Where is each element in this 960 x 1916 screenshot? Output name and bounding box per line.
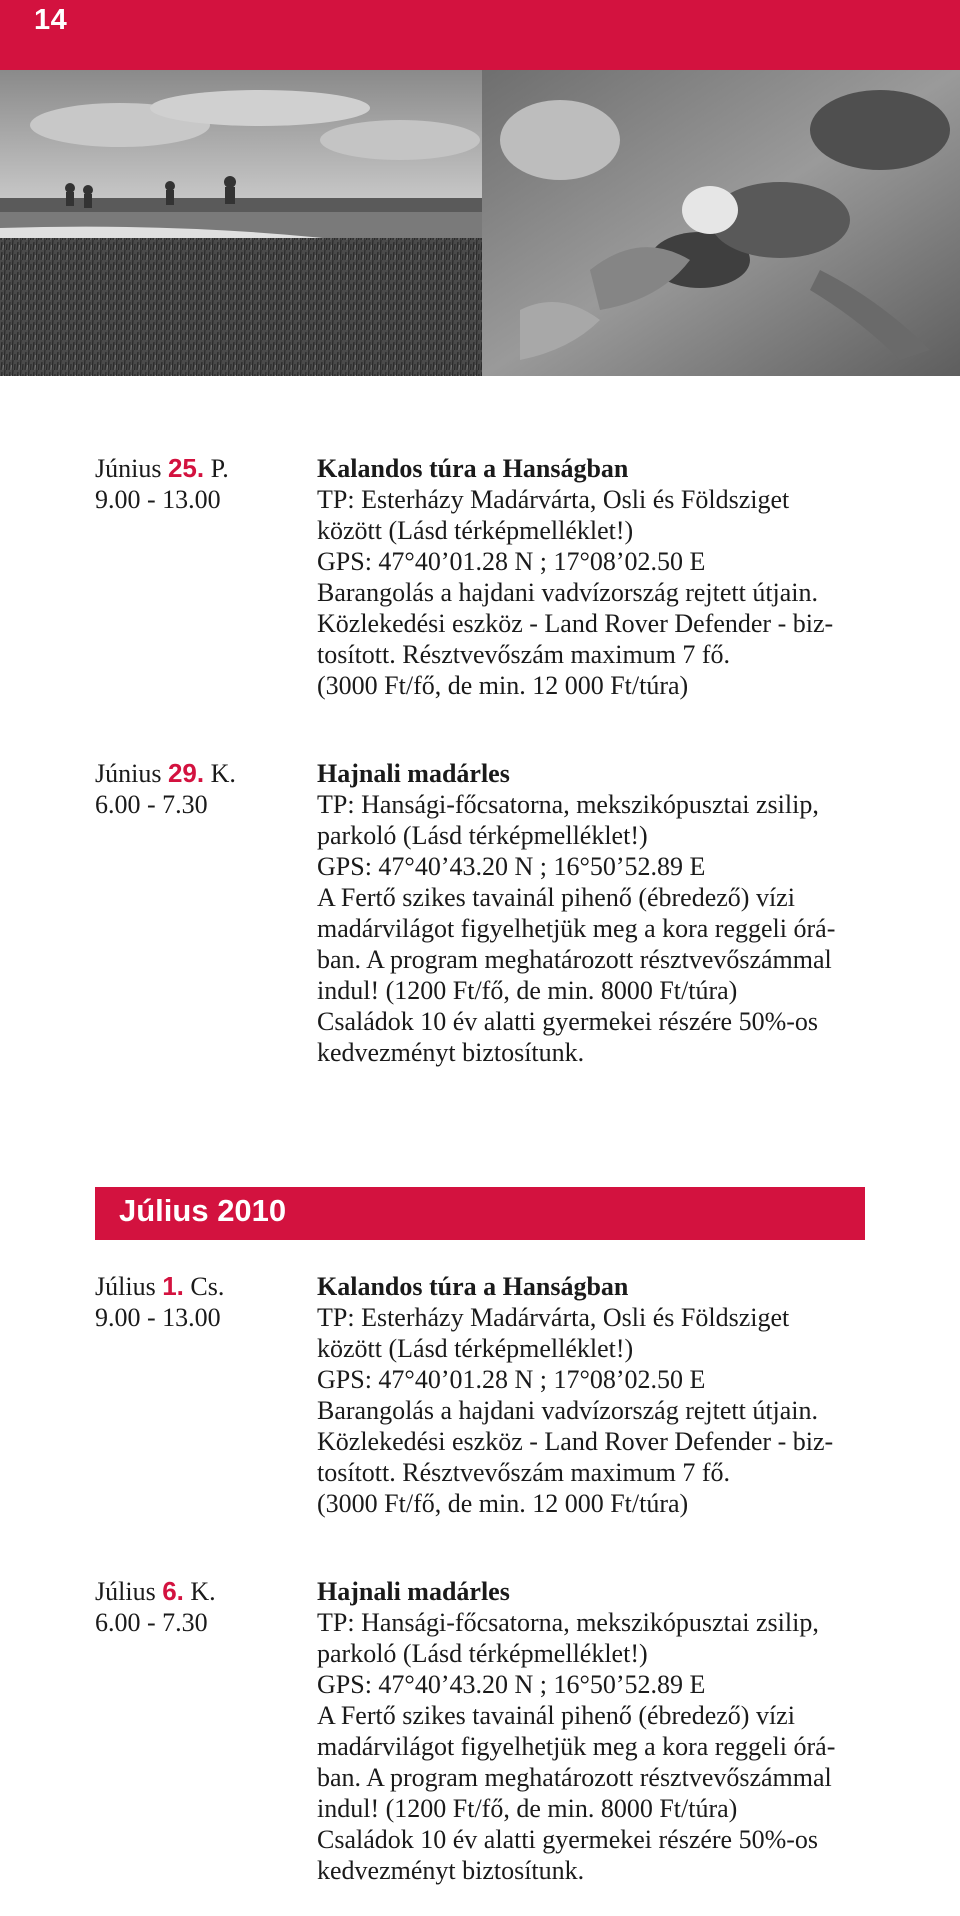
event-line: kedvezményt biztosítunk. xyxy=(317,1038,585,1067)
event-price: (3000 Ft/fő, de min. 12 000 Ft/túra) xyxy=(317,1489,689,1518)
photo-strip xyxy=(0,70,960,376)
event-date xyxy=(95,453,310,515)
event-weekday: K. xyxy=(210,759,236,788)
event-month: Június xyxy=(95,759,162,788)
event-line: TP: Hansági-főcsatorna, mekszikópusztai zsilip, xyxy=(317,1608,819,1637)
event-gps: GPS: 47°40’01.28 N ; 17°08’02.50 E xyxy=(317,547,706,576)
event-date xyxy=(95,1271,310,1333)
event-line: ban. A program meghatározott résztvevőszámmal xyxy=(317,1763,832,1792)
event-title: Hajnali madárles xyxy=(317,759,510,788)
event-line: Családok 10 év alatti gyermekei részére 50%-os xyxy=(317,1825,819,1854)
month-header-title: Július 2010 xyxy=(119,1193,287,1228)
event-line: Barangolás a hajdani vadvízország rejtett útjain. xyxy=(317,1396,819,1425)
event-line: Közlekedési eszköz - Land Rover Defender - biz- xyxy=(317,609,834,638)
frogs-in-water-photo xyxy=(482,70,960,376)
event-line: tosított. Résztvevőszám maximum 7 fő. xyxy=(317,1458,731,1487)
event-date xyxy=(95,1576,310,1638)
event-gps: GPS: 47°40’01.28 N ; 17°08’02.50 E xyxy=(317,1365,706,1394)
event-day: 6. xyxy=(162,1576,184,1606)
event-line: parkoló (Lásd térképmelléklet!) xyxy=(317,821,648,850)
event-day: 25. xyxy=(167,453,205,483)
cyclists-landscape-photo xyxy=(0,70,482,376)
event-month: Július xyxy=(95,1577,156,1606)
event-title: Kalandos túra a Hanságban xyxy=(317,454,629,483)
event-weekday: P. xyxy=(210,454,229,483)
event-month: Június xyxy=(95,454,162,483)
event-body xyxy=(317,758,877,1068)
event-month: Július xyxy=(95,1272,156,1301)
event-line: tosított. Résztvevőszám maximum 7 fő. xyxy=(317,640,731,669)
event-price: indul! (1200 Ft/fő, de min. 8000 Ft/túra) xyxy=(317,1794,738,1823)
month-header-bar xyxy=(95,1187,865,1240)
event-line: madárvilágot figyelhetjük meg a kora reggeli órá- xyxy=(317,914,836,943)
event-day: 29. xyxy=(167,758,205,788)
page-header-bar xyxy=(0,0,960,70)
event-line: A Fertő szikes tavainál pihenő (ébredező) vízi xyxy=(317,883,795,912)
event-date xyxy=(95,758,310,820)
event-time: 9.00 - 13.00 xyxy=(95,485,221,514)
event-price: (3000 Ft/fő, de min. 12 000 Ft/túra) xyxy=(317,671,689,700)
event-body xyxy=(317,1576,877,1886)
event-gps: GPS: 47°40’43.20 N ; 16°50’52.89 E xyxy=(317,1670,706,1699)
event-line: kedvezményt biztosítunk. xyxy=(317,1856,585,1885)
event-day: 1. xyxy=(162,1271,184,1301)
event-body xyxy=(317,453,877,701)
page-number: 14 xyxy=(34,4,68,36)
event-line: ban. A program meghatározott résztvevőszámmal xyxy=(317,945,832,974)
event-time: 9.00 - 13.00 xyxy=(95,1303,221,1332)
event-time: 6.00 - 7.30 xyxy=(95,1608,208,1637)
event-price: indul! (1200 Ft/fő, de min. 8000 Ft/túra) xyxy=(317,976,738,1005)
event-line: TP: Hansági-főcsatorna, mekszikópusztai zsilip, xyxy=(317,790,819,819)
event-line: Családok 10 év alatti gyermekei részére 50%-os xyxy=(317,1007,819,1036)
event-line: között (Lásd térképmelléklet!) xyxy=(317,1334,634,1363)
event-body xyxy=(317,1271,877,1519)
event-weekday: Cs. xyxy=(190,1272,225,1301)
event-weekday: K. xyxy=(190,1577,216,1606)
event-line: Közlekedési eszköz - Land Rover Defender - biz- xyxy=(317,1427,834,1456)
event-line: A Fertő szikes tavainál pihenő (ébredező) vízi xyxy=(317,1701,795,1730)
event-line: Barangolás a hajdani vadvízország rejtett útjain. xyxy=(317,578,819,607)
event-line: madárvilágot figyelhetjük meg a kora reggeli órá- xyxy=(317,1732,836,1761)
event-time: 6.00 - 7.30 xyxy=(95,790,208,819)
event-line: között (Lásd térképmelléklet!) xyxy=(317,516,634,545)
event-line: TP: Esterházy Madárvárta, Osli és Földsziget xyxy=(317,1303,790,1332)
event-gps: GPS: 47°40’43.20 N ; 16°50’52.89 E xyxy=(317,852,706,881)
event-line: TP: Esterházy Madárvárta, Osli és Földsziget xyxy=(317,485,790,514)
event-title: Hajnali madárles xyxy=(317,1577,510,1606)
event-line: parkoló (Lásd térképmelléklet!) xyxy=(317,1639,648,1668)
event-title: Kalandos túra a Hanságban xyxy=(317,1272,629,1301)
